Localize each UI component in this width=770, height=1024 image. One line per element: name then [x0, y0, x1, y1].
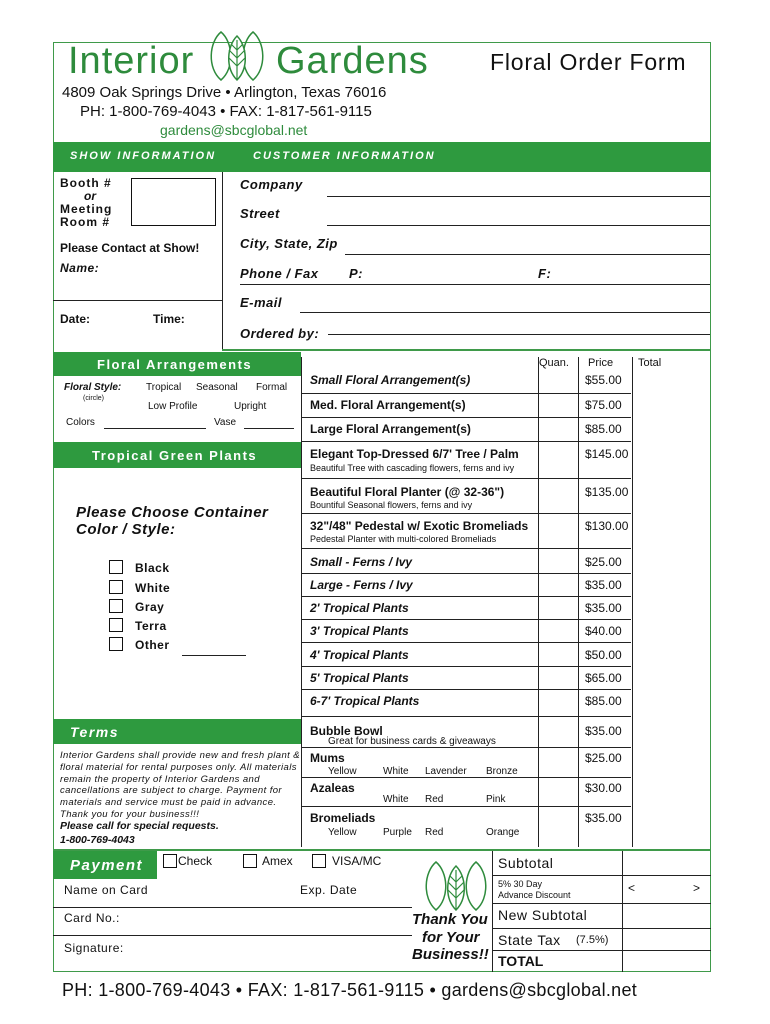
name-on-card-label: Name on Card — [64, 883, 149, 897]
terms-phone: 1-800-769-4043 — [60, 834, 135, 846]
meeting-label: Meeting — [60, 202, 113, 216]
payment-heading: Payment — [70, 857, 144, 874]
company-label: Company — [240, 177, 303, 192]
check-checkbox[interactable] — [163, 854, 177, 868]
discount-label-2: Advance Discount — [498, 890, 571, 900]
style-low-profile[interactable]: Low Profile — [148, 401, 198, 412]
leaf-logo-icon — [420, 858, 492, 912]
name-label: Name: — [60, 261, 100, 275]
p-label: P: — [349, 266, 363, 281]
row-line — [301, 417, 631, 418]
black-checkbox[interactable] — [109, 560, 123, 574]
subtotal-label: Subtotal — [498, 855, 554, 871]
exp-date-label: Exp. Date — [300, 883, 358, 897]
form-title: Floral Order Form — [490, 49, 687, 75]
street-label: Street — [240, 206, 280, 221]
item-name: Bromeliads — [310, 811, 376, 825]
colors-line[interactable] — [104, 428, 206, 429]
item-desc: Pedestal Planter with multi-colored Bromeliads — [310, 534, 497, 544]
quan-header: Quan. — [539, 357, 569, 369]
row-line — [301, 777, 631, 778]
vase-line[interactable] — [244, 428, 294, 429]
item-price: $130.00 — [585, 519, 629, 533]
visa-label: VISA/MC — [332, 854, 382, 868]
row-line — [301, 393, 631, 394]
total-col-line — [632, 357, 633, 847]
row-line — [301, 513, 631, 514]
item-name: Small - Ferns / Ivy — [310, 555, 413, 569]
item-price: $25.00 — [585, 555, 622, 569]
street-line[interactable] — [327, 225, 710, 226]
floral-heading: Floral Arrangements — [97, 357, 253, 372]
discount-open-bracket: < — [628, 881, 636, 895]
signature-label: Signature: — [64, 941, 124, 955]
item-name: Large - Ferns / Ivy — [310, 578, 413, 592]
tax-rate: (7.5%) — [576, 934, 609, 946]
thanks-line-3: Business!! — [412, 946, 489, 963]
terms-body: Interior Gardens shall provide new and fresh plant & floral material for rental purposes only. All materials remain the property of Interior Gardens and cancellations are subject to charge. Payment for materials and service must be paid in advance. Thank you for your business!!! — [60, 750, 300, 820]
bromeliads-color[interactable]: Yellow — [328, 827, 357, 838]
state-tax-label: State Tax — [498, 932, 561, 948]
terms-heading: Terms — [70, 724, 120, 740]
brand-right: Gardens — [276, 40, 429, 82]
show-bottom-line — [53, 300, 222, 301]
white-checkbox[interactable] — [109, 580, 123, 594]
gray-checkbox[interactable] — [109, 599, 123, 613]
card-no-label: Card No.: — [64, 911, 120, 925]
quan-col-line — [538, 357, 539, 847]
row-line — [301, 548, 631, 549]
date-label: Date: — [60, 312, 91, 326]
item-name: Small Floral Arrangement(s) — [310, 373, 471, 387]
item-name: Bubble Bowl — [310, 724, 383, 738]
name-card-line[interactable] — [53, 907, 412, 908]
azaleas-color[interactable]: White — [383, 794, 409, 805]
item-price: $85.00 — [585, 422, 622, 436]
item-desc: Beautiful Tree with cascading flowers, ferns and ivy — [310, 463, 515, 473]
bromeliads-color[interactable]: Orange — [486, 827, 520, 838]
amex-checkbox[interactable] — [243, 854, 257, 868]
terra-label: Terra — [135, 619, 167, 633]
total-header: Total — [638, 357, 662, 369]
other-line[interactable] — [182, 655, 246, 656]
address: 4809 Oak Springs Drive • Arlington, Texas 76016 — [62, 84, 387, 101]
row-line — [301, 478, 631, 479]
totals-line — [492, 928, 711, 929]
item-desc: Great for business cards & giveaways — [328, 736, 496, 747]
item-price: $40.00 — [585, 624, 622, 638]
city-line[interactable] — [345, 254, 710, 255]
vase-label: Vase — [214, 417, 237, 428]
other-label: Other — [135, 638, 170, 652]
colors-label: Colors — [66, 417, 95, 428]
row-line — [301, 689, 631, 690]
price-header: Price — [588, 357, 614, 369]
circle-note: (circle) — [83, 395, 104, 402]
row-line — [301, 806, 631, 807]
container-title-2: Color / Style: — [76, 521, 176, 538]
row-line — [301, 596, 631, 597]
email-line[interactable] — [300, 312, 710, 313]
totals-left-line — [492, 851, 493, 972]
thanks-line-1: Thank You — [412, 911, 488, 928]
thanks-line-2: for Your — [422, 929, 480, 946]
item-price: $30.00 — [585, 781, 622, 795]
item-price: $75.00 — [585, 398, 622, 412]
amex-label: Amex — [262, 854, 293, 868]
item-price: $145.00 — [585, 447, 629, 461]
totals-line — [492, 875, 711, 876]
totals-line — [492, 903, 711, 904]
show-info-heading: SHOW INFORMATION — [70, 150, 217, 162]
header-email: gardens@sbcglobal.net — [160, 122, 308, 138]
item-name: 32"/48" Pedestal w/ Exotic Bromeliads — [310, 519, 529, 533]
mums-color[interactable]: Bronze — [486, 766, 518, 777]
item-name: Mums — [310, 751, 345, 765]
new-subtotal-label: New Subtotal — [498, 907, 588, 923]
phone-fax-label: Phone / Fax — [240, 266, 319, 281]
contact-at-show: Please Contact at Show! — [60, 241, 200, 255]
style-upright[interactable]: Upright — [234, 401, 267, 412]
brand-left: Interior — [68, 40, 195, 82]
azaleas-color[interactable]: Red — [425, 794, 444, 805]
discount-close-bracket: > — [693, 881, 701, 895]
email-label: E-mail — [240, 295, 283, 310]
terra-checkbox[interactable] — [109, 618, 123, 632]
terms-call: Please call for special requests. — [60, 820, 219, 832]
item-name: 4' Tropical Plants — [310, 648, 409, 662]
row-line — [301, 666, 631, 667]
leaf-logo-icon — [205, 28, 269, 82]
style-seasonal[interactable]: Seasonal — [196, 382, 238, 393]
customer-bottom-line — [222, 349, 711, 351]
visa-checkbox[interactable] — [312, 854, 326, 868]
tropical-heading: Tropical Green Plants — [92, 448, 258, 463]
style-formal[interactable]: Formal — [256, 382, 288, 393]
discount-label-1: 5% 30 Day — [498, 879, 543, 889]
booth-label: Booth # — [60, 176, 112, 190]
item-name: Large Floral Arrangement(s) — [310, 422, 471, 436]
row-line — [301, 573, 631, 574]
customer-info-heading: CUSTOMER INFORMATION — [253, 150, 436, 162]
show-divider — [222, 172, 223, 350]
mums-color[interactable]: Lavender — [425, 766, 467, 777]
company-line[interactable] — [327, 196, 710, 197]
bromeliads-color[interactable]: Red — [425, 827, 444, 838]
floral-style-label: Floral Style: — [64, 382, 122, 393]
header-phone-fax: PH: 1-800-769-4043 • FAX: 1-817-561-9115 — [80, 103, 372, 120]
card-no-line[interactable] — [53, 935, 412, 936]
item-name: 5' Tropical Plants — [310, 671, 409, 685]
item-name: Beautiful Floral Planter (@ 32-36") — [310, 485, 505, 499]
item-name: Elegant Top-Dressed 6/7' Tree / Palm — [310, 447, 519, 461]
ordered-by-line[interactable] — [328, 334, 710, 335]
row-line — [301, 642, 631, 643]
item-price: $55.00 — [585, 373, 622, 387]
black-label: Black — [135, 561, 170, 575]
footer-contact: PH: 1-800-769-4043 • FAX: 1-817-561-9115 • gardens@sbcglobal.net — [62, 980, 638, 1000]
item-name: 3' Tropical Plants — [310, 624, 409, 638]
table-left-line — [301, 357, 302, 847]
total-label: TOTAL — [498, 953, 544, 969]
phone-line[interactable] — [240, 284, 710, 285]
item-name: 2' Tropical Plants — [310, 601, 409, 615]
row-line — [301, 716, 631, 717]
ordered-by-label: Ordered by: — [240, 326, 320, 341]
f-label: F: — [538, 266, 552, 281]
check-label: Check — [178, 854, 213, 868]
totals-line — [492, 950, 711, 951]
row-line — [301, 747, 631, 748]
item-price: $65.00 — [585, 671, 622, 685]
item-price: $135.00 — [585, 485, 629, 499]
item-name: Med. Floral Arrangement(s) — [310, 398, 466, 412]
azaleas-color[interactable]: Pink — [486, 794, 506, 805]
city-label: City, State, Zip — [240, 236, 338, 251]
container-title-1: Please Choose Container — [76, 504, 269, 521]
item-price: $85.00 — [585, 694, 622, 708]
room-label: Room # — [60, 215, 111, 229]
item-price: $35.00 — [585, 601, 622, 615]
item-price: $35.00 — [585, 811, 622, 825]
item-price: $35.00 — [585, 724, 622, 738]
item-desc: Bountiful Seasonal flowers, ferns and ivy — [310, 500, 473, 510]
row-line — [301, 441, 631, 442]
item-price: $50.00 — [585, 648, 622, 662]
mums-color[interactable]: Yellow — [328, 766, 357, 777]
white-label: White — [135, 581, 171, 595]
totals-value-line — [622, 851, 623, 972]
style-tropical[interactable]: Tropical — [146, 382, 182, 393]
other-checkbox[interactable] — [109, 637, 123, 651]
item-price: $25.00 — [585, 751, 622, 765]
mums-color[interactable]: White — [383, 766, 409, 777]
time-label: Time: — [153, 312, 185, 326]
gray-label: Gray — [135, 600, 165, 614]
bromeliads-color[interactable]: Purple — [383, 827, 412, 838]
or-label: or — [84, 189, 96, 203]
booth-input-box[interactable] — [131, 178, 216, 226]
item-name: 6-7' Tropical Plants — [310, 694, 420, 708]
item-name: Azaleas — [310, 781, 355, 795]
price-col-line — [578, 357, 579, 847]
item-price: $35.00 — [585, 578, 622, 592]
row-line — [301, 619, 631, 620]
